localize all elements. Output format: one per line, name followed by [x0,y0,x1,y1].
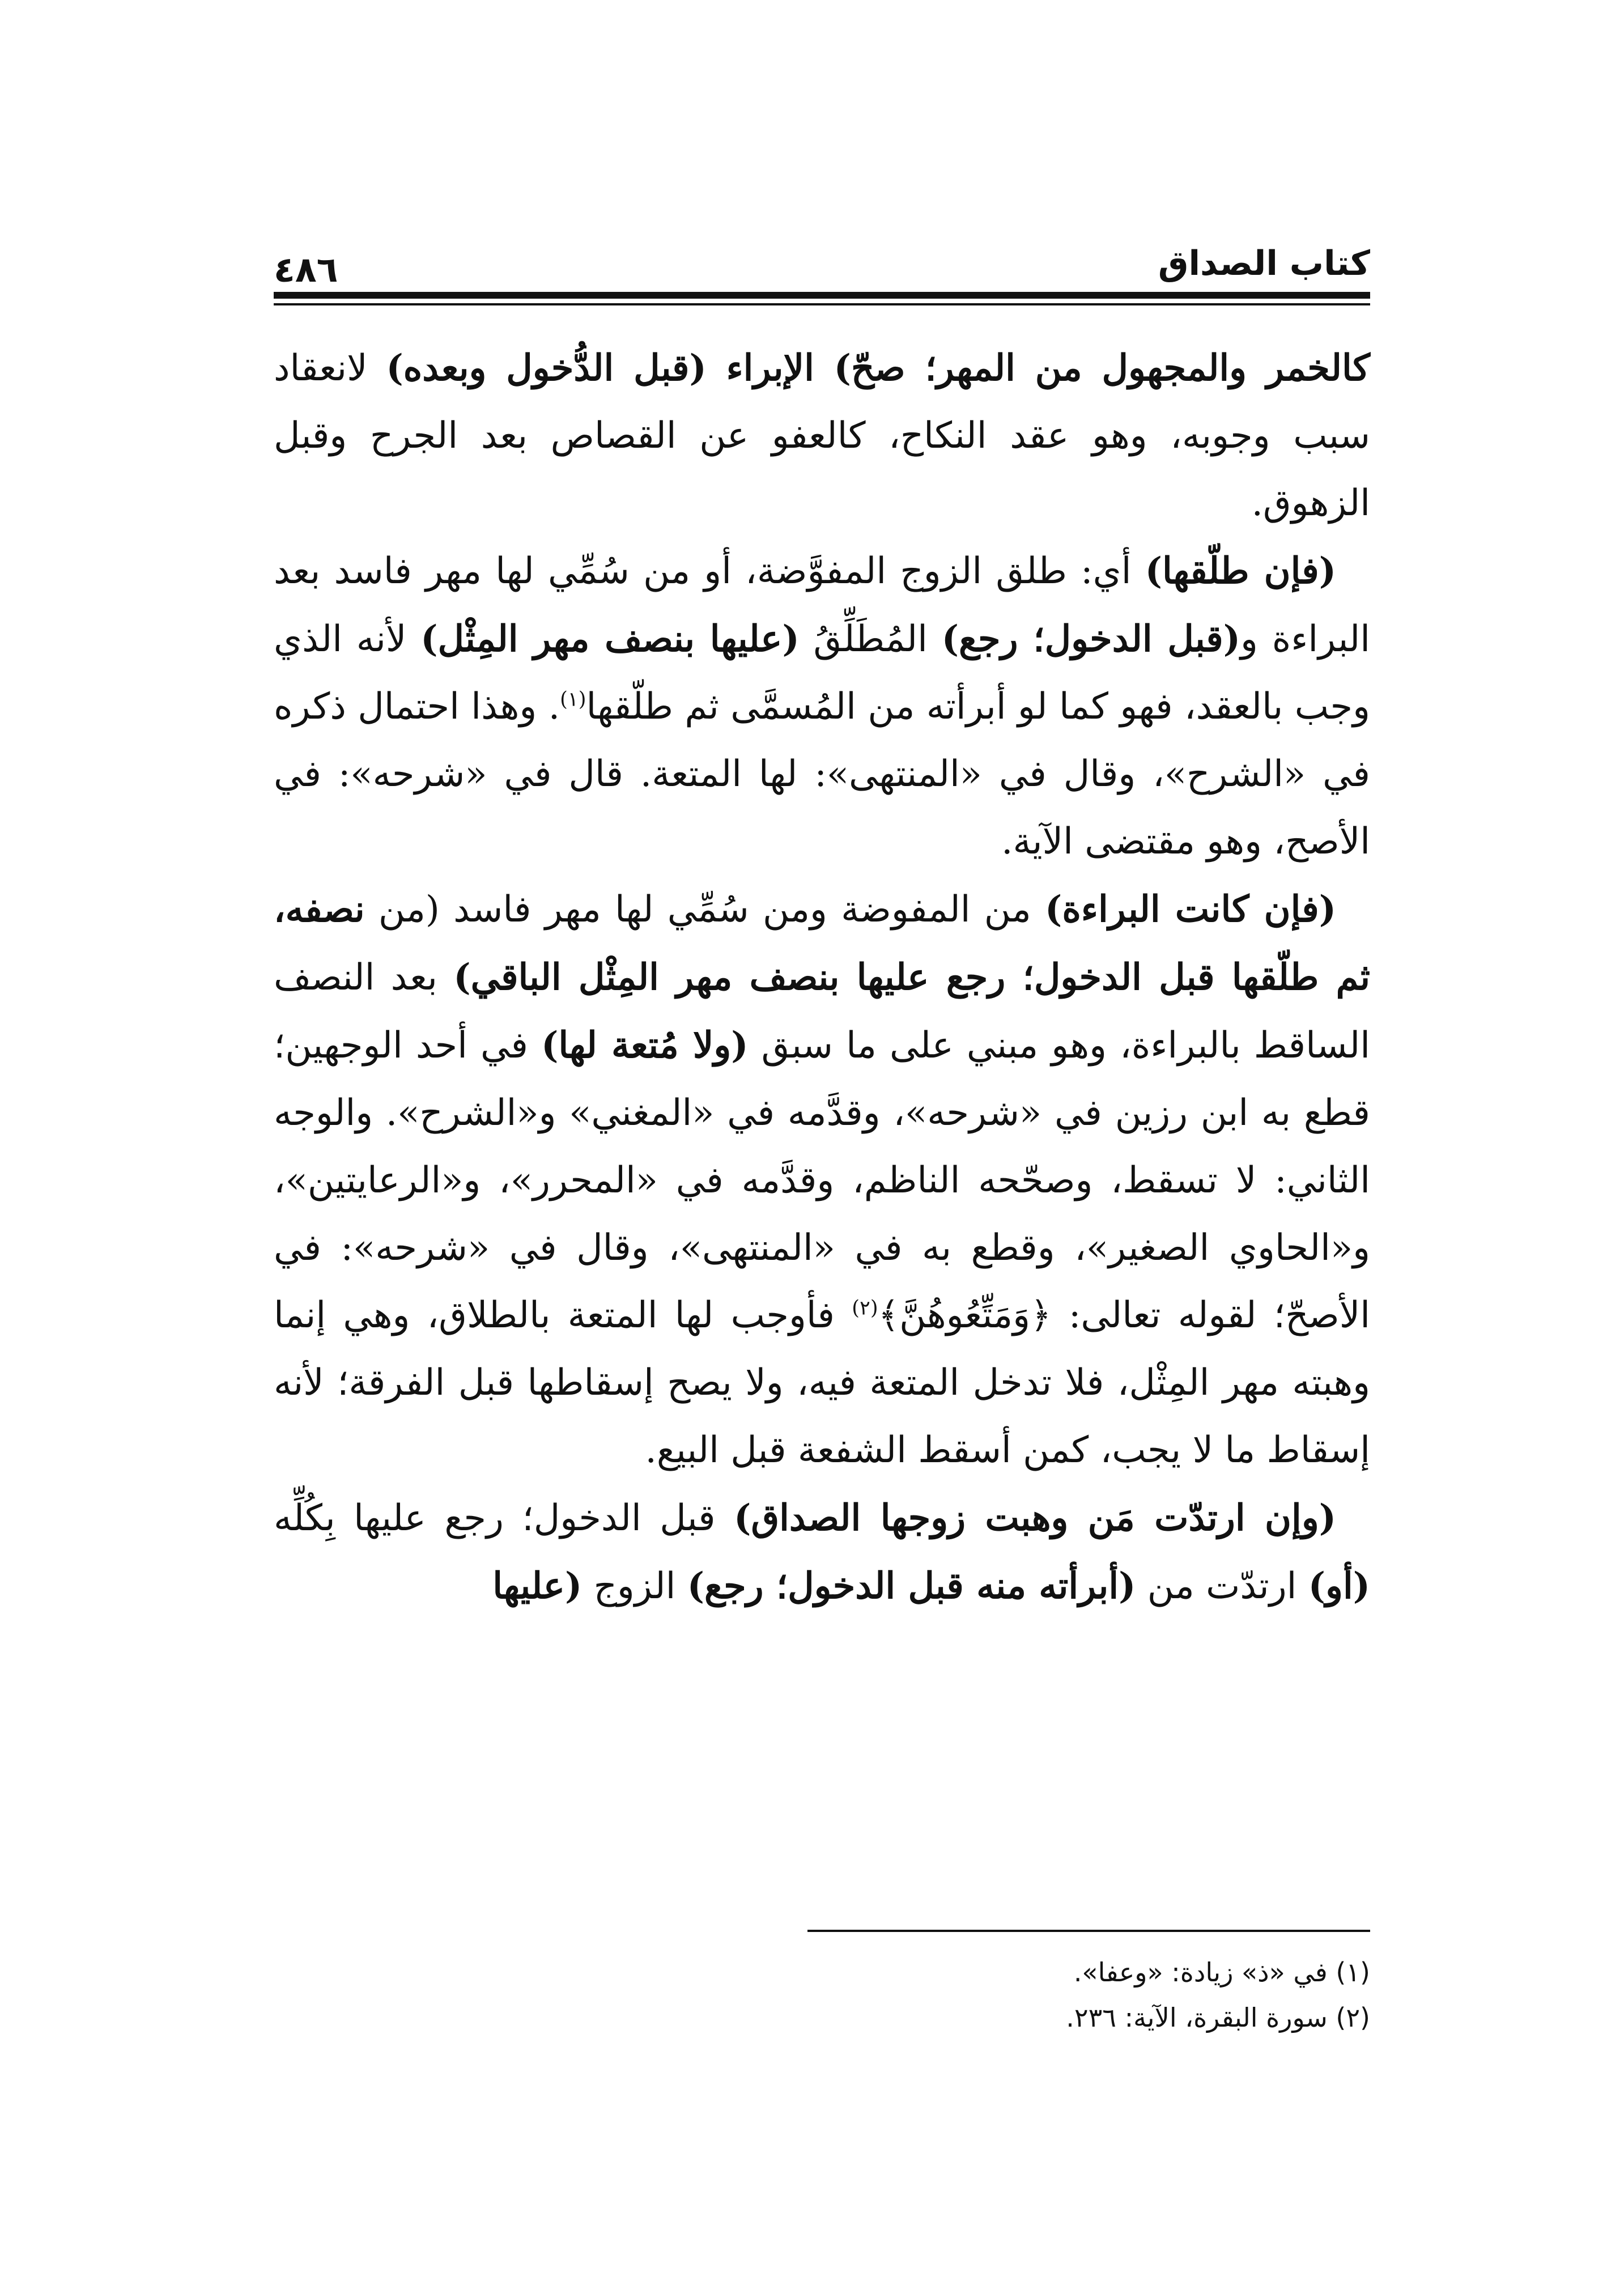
matn-text: (فإن طلّقها) [1145,550,1337,592]
commentary-text: لأنه الذي وجب بالعقد، فهو كما لو أبرأته من المُسمَّى ثم طلّقها [274,618,1371,728]
matn-text: (وإن ارتدّت مَن وهبت زوجها الصداق) [734,1497,1337,1539]
commentary-text: الزوج [582,1565,687,1607]
commentary-text: في أحد الوجهين؛ قطع به ابن رزين في «شرحه»، وقدَّمه في «المغني» و«الشرح». والوجه الثاني: لا تسقط، وصحّحه الناظم، وقدَّمه في «المحرر»، و«الرعايتين»، و«الحاوي الصغير»، وقطع به في «المنتهى»، وقال في «شرحه»: في الأصحّ؛ لقوله تعالى: ﴿وَمَتِّعُوهُنَّ﴾ [274,1025,1371,1336]
matn-text: نصفه، ثم طلّقها قبل الدخول؛ رجع عليها بنصف مهر المِثْل الباقي) [274,888,1371,999]
commentary-text: ارتدّت من [1136,1565,1308,1607]
book-title: كتاب الصداق [1158,244,1370,283]
paragraph-4 [274,1484,1370,1620]
footnote-ref-1[interactable]: (١) [560,687,586,711]
footnote-1: (١) في «ذ» زيادة: «وعفا». [1073,1957,1370,1988]
matn-text: (ولا مُتعة لها) [541,1024,749,1067]
paragraph-1 [274,334,1370,537]
header-rule-thick [274,292,1370,299]
main-text [274,334,1370,1620]
matn-text: (قبل الدخول؛ رجع) [941,618,1241,660]
footnote-2: (٢) سورة البقرة، الآية: ٢٣٦. [1066,2002,1370,2033]
paragraph-2 [274,537,1370,876]
commentary-text: لانعقاد سبب وجوبه، وهو عقد النكاح، كالعفو عن القصاص بعد الجرح وقبل الزهوق. [274,347,1371,524]
commentary-text: أي: طلق الزوج المفوَّضة، أو من سُمِّي لها مهر فاسد بعد البراءة و [274,550,1371,660]
matn-text: كالخمر والمجهول من المهر؛ صحّ) الإبراء (قبل الدُّخول وبعده) [386,347,1371,389]
matn-text: (أبرأته منه قبل الدخول؛ رجع) [687,1565,1136,1607]
matn-text: (فإن كانت البراءة) [1045,888,1336,931]
footnote-separator [807,1930,1370,1932]
footnotes [274,1950,1370,2040]
page-number: ٤٨٦ [274,249,338,290]
header-rule-thin [274,303,1370,305]
commentary-text: من المفوضة ومن سُمِّي لها مهر فاسد (من [364,889,1045,931]
commentary-text: بعد النصف الساقط بالبراءة، وهو مبني على ما سبق [274,957,1371,1067]
matn-text: (عليها بنصف مهر المِثْل) [420,618,800,660]
matn-text: (عليها [492,1565,583,1607]
footnote-ref-2[interactable]: (٢) [852,1296,878,1320]
commentary-text: . وهذا احتمال ذكره في «الشرح»، وقال في «المنتهى»: لها المتعة. قال في «شرحه»: في الأصح، وهو مقتضى الآية. [274,686,1370,863]
commentary-text: المُطَلِّقُ [799,618,942,660]
commentary-text: قبل الدخول؛ رجع عليها بِكُلِّه [274,1497,734,1539]
paragraph-3 [274,876,1370,1484]
commentary-text: فأوجب لها المتعة بالطلاق، وهي إنما وهبته مهر المِثْل، فلا تدخل المتعة فيه، ولا يصح إسقاطها قبل الفرقة؛ لأنه إسقاط ما لا يجب، كمن أسقط الشفعة قبل البيع. [274,1294,1370,1471]
matn-text: (أو) [1308,1565,1370,1607]
running-head [274,224,1370,290]
